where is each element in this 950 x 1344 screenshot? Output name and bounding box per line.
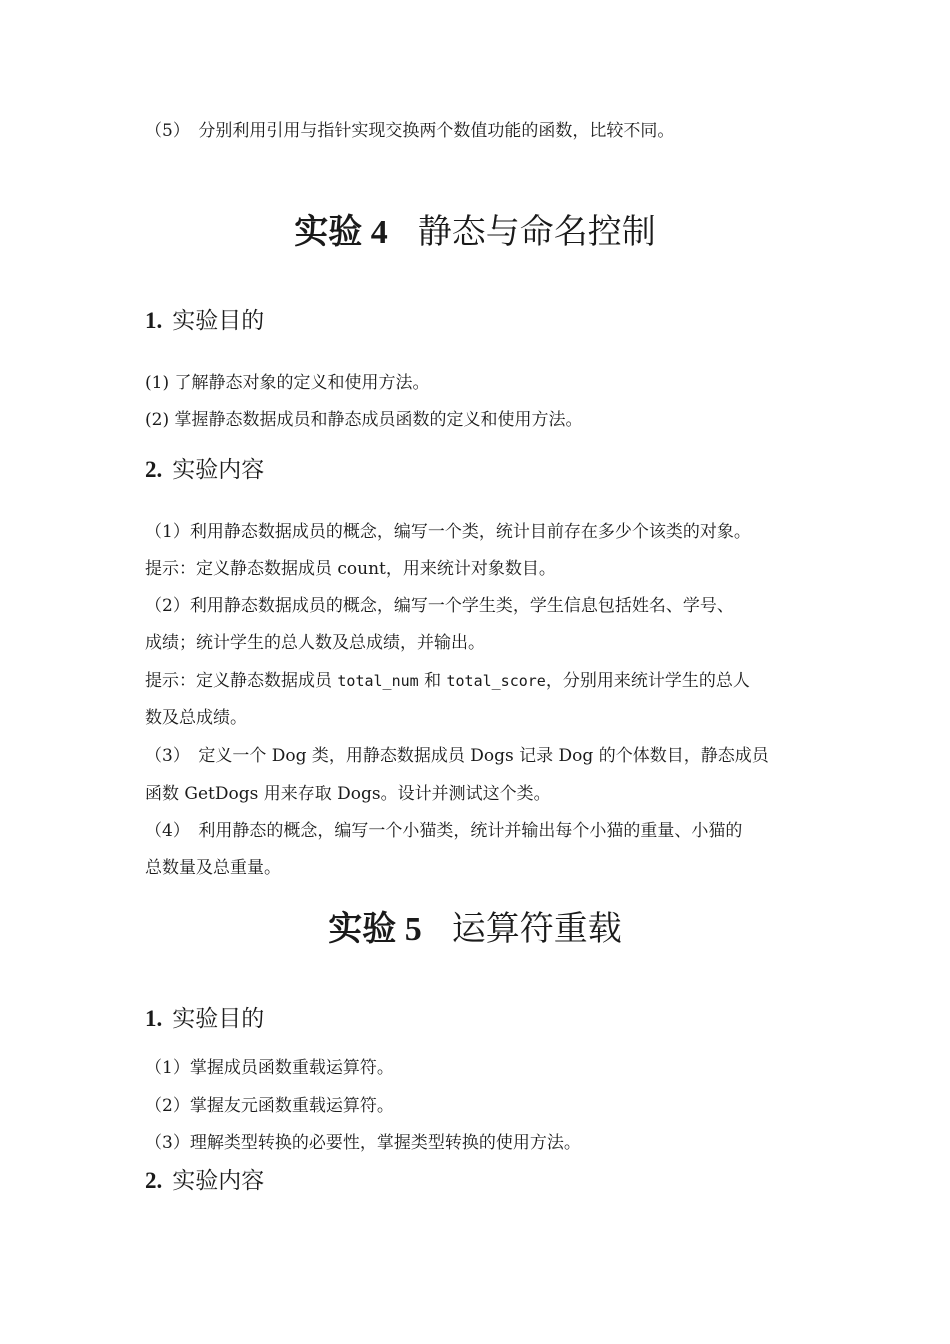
- exp4-content-title: 实验内容: [172, 457, 265, 483]
- exp5-title: [0, 907, 950, 952]
- prev-item-5: （5） 分别利用引用与指针实现交换两个数值功能的函数，比较不同。: [145, 121, 675, 141]
- exp4-content-number: 2.: [145, 457, 163, 482]
- exp4-content-2-line-1: （2）利用静态数据成员的概念，编写一个学生类，学生信息包括姓名、学号、: [145, 596, 734, 616]
- exp5-purpose-number: 1.: [145, 1006, 163, 1031]
- exp5-title-number: 实验 5: [328, 911, 422, 948]
- exp5-content-title: 实验内容: [172, 1168, 265, 1194]
- exp4-purpose-item-1: (1) 了解静态对象的定义和使用方法。: [145, 373, 430, 393]
- exp4-content-heading: [145, 454, 264, 486]
- exp5-content-heading: [145, 1165, 264, 1197]
- exp4-content-1: （1）利用静态数据成员的概念，编写一个类，统计目前存在多少个该类的对象。: [145, 522, 751, 542]
- exp4-content-2-line-2: 成绩；统计学生的总人数及总成绩，并输出。: [145, 633, 485, 653]
- exp5-purpose-item-2: （2）掌握友元函数重载运算符。: [145, 1096, 394, 1116]
- hint-and: 和: [418, 671, 447, 691]
- exp5-content-number: 2.: [145, 1168, 163, 1193]
- exp4-content-3-line-1: （3） 定义一个 Dog 类，用静态数据成员 Dogs 记录 Dog 的个体数目，静态成员: [145, 746, 769, 766]
- exp5-purpose-item-3: （3）理解类型转换的必要性，掌握类型转换的使用方法。: [145, 1133, 581, 1153]
- hint-suffix: ，分别用来统计学生的总人: [545, 671, 750, 691]
- exp4-content-4-line-1: （4） 利用静态的概念，编写一个小猫类，统计并输出每个小猫的重量、小猫的: [145, 821, 743, 841]
- exp5-title-text: 运算符重载: [451, 909, 622, 949]
- exp4-purpose-heading: [145, 305, 264, 337]
- exp4-title-text: 静态与命名控制: [417, 212, 656, 252]
- exp4-title-number: 实验 4: [294, 214, 388, 251]
- exp4-title: [0, 210, 950, 255]
- exp5-purpose-heading: [145, 1003, 264, 1035]
- exp4-content-4-line-2: 总数量及总重量。: [145, 858, 281, 878]
- exp5-purpose-item-1: （1）掌握成员函数重载运算符。: [145, 1058, 394, 1078]
- exp5-purpose-title: 实验目的: [172, 1006, 265, 1032]
- exp4-content-1-hint: 提示：定义静态数据成员 count，用来统计对象数目。: [145, 559, 556, 579]
- exp4-purpose-item-2: (2) 掌握静态数据成员和静态成员函数的定义和使用方法。: [145, 410, 583, 430]
- exp4-purpose-number: 1.: [145, 308, 163, 333]
- code-total-score: total_score: [446, 672, 546, 690]
- exp4-content-2-hint-line-2: 数及总成绩。: [145, 708, 247, 728]
- exp4-content-3-line-2: 函数 GetDogs 用来存取 Dogs。设计并测试这个类。: [145, 784, 551, 804]
- hint-prefix: 提示：定义静态数据成员: [145, 671, 338, 691]
- exp4-purpose-title: 实验目的: [172, 308, 265, 334]
- exp4-content-2-hint: [145, 669, 810, 693]
- code-total-num: total_num: [337, 672, 419, 690]
